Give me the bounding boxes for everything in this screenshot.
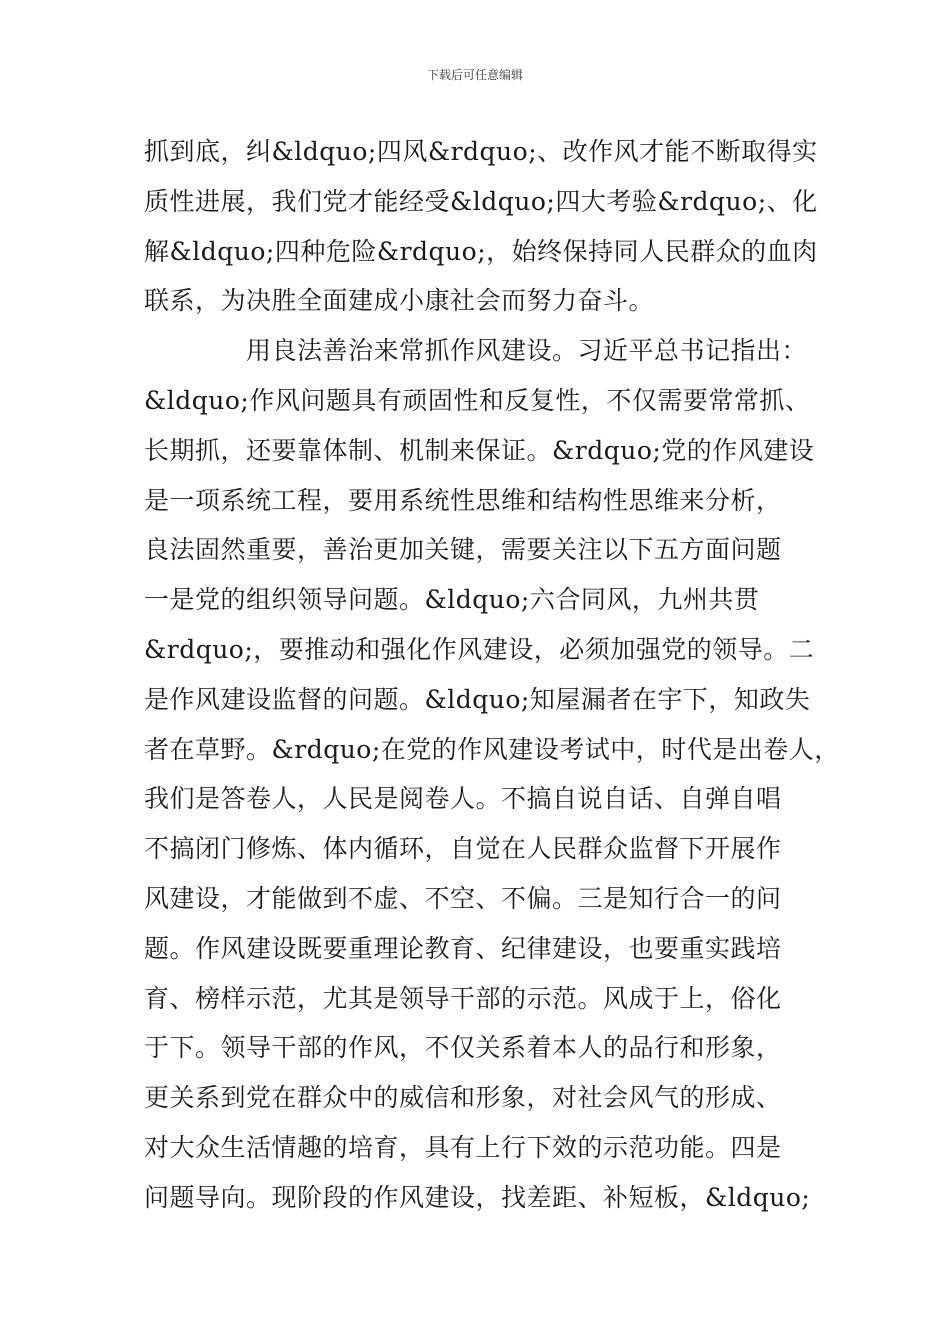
text-line: 良法固然重要，善治更加关键，需要关注以下五方面问题 <box>144 535 782 565</box>
text-line: 者在草野。&rdquo;在党的作风建设考试中，时代是出卷人， <box>144 734 840 764</box>
text-line: 问题导向。现阶段的作风建设，找差距、补短板，&ldquo; <box>144 1182 811 1212</box>
text-line: 于下。领导干部的作风，不仅关系着本人的品行和形象， <box>144 1033 782 1063</box>
text-line: 是一项系统工程，要用系统性思维和结构性思维来分析， <box>144 485 782 515</box>
text-line: 质性进展，我们党才能经受&ldquo;四大考验&rdquo;、化 <box>144 186 818 216</box>
text-line: 联系，为决胜全面建成小康社会而努力奋斗。 <box>144 286 655 316</box>
text-line: 长期抓，还要靠体制、机制来保证。&rdquo;党的作风建设 <box>144 435 815 465</box>
text-line: &ldquo;作风问题具有顽固性和反复性，不仅需要常常抓、 <box>144 385 811 415</box>
document-body <box>144 127 840 1223</box>
text-line: 我们是答卷人，人民是阅卷人。不搞自说自话、自弹自唱 <box>144 784 782 814</box>
text-line: 对大众生活情趣的培育，具有上行下效的示范功能。四是 <box>144 1132 782 1162</box>
text-line: &rdquo;，要推动和强化作风建设，必须加强党的领导。二 <box>144 634 815 664</box>
page-header: 下载后可任意编辑 <box>426 68 523 82</box>
text-line: 是作风建设监督的问题。&ldquo;知屋漏者在宇下，知政失 <box>144 684 811 714</box>
text-line: 不搞闭门修炼、体内循环，自觉在人民群众监督下开展作 <box>144 834 782 864</box>
text-line: 育、榜样示范，尤其是领导干部的示范。风成于上，俗化 <box>144 983 782 1013</box>
text-line: 风建设，才能做到不虚、不空、不偏。三是知行合一的问 <box>144 883 782 913</box>
text-line: 抓到底，纠&ldquo;四风&rdquo;、改作风才能不断取得实 <box>144 137 818 166</box>
text-line: 更关系到党在群众中的威信和形象，对社会风气的形成、 <box>144 1083 782 1113</box>
paragraph-first-line: 用良法善治来常抓作风建设。习近平总书记指出： <box>246 336 808 366</box>
text-line: 解&ldquo;四种危险&rdquo;，始终保持同人民群众的血肉 <box>144 236 818 266</box>
text-line: 题。作风建设既要重理论教育、纪律建设，也要重实践培 <box>144 933 782 963</box>
text-line: 一是党的组织领导问题。&ldquo;六合同风，九州共贯 <box>144 585 760 615</box>
